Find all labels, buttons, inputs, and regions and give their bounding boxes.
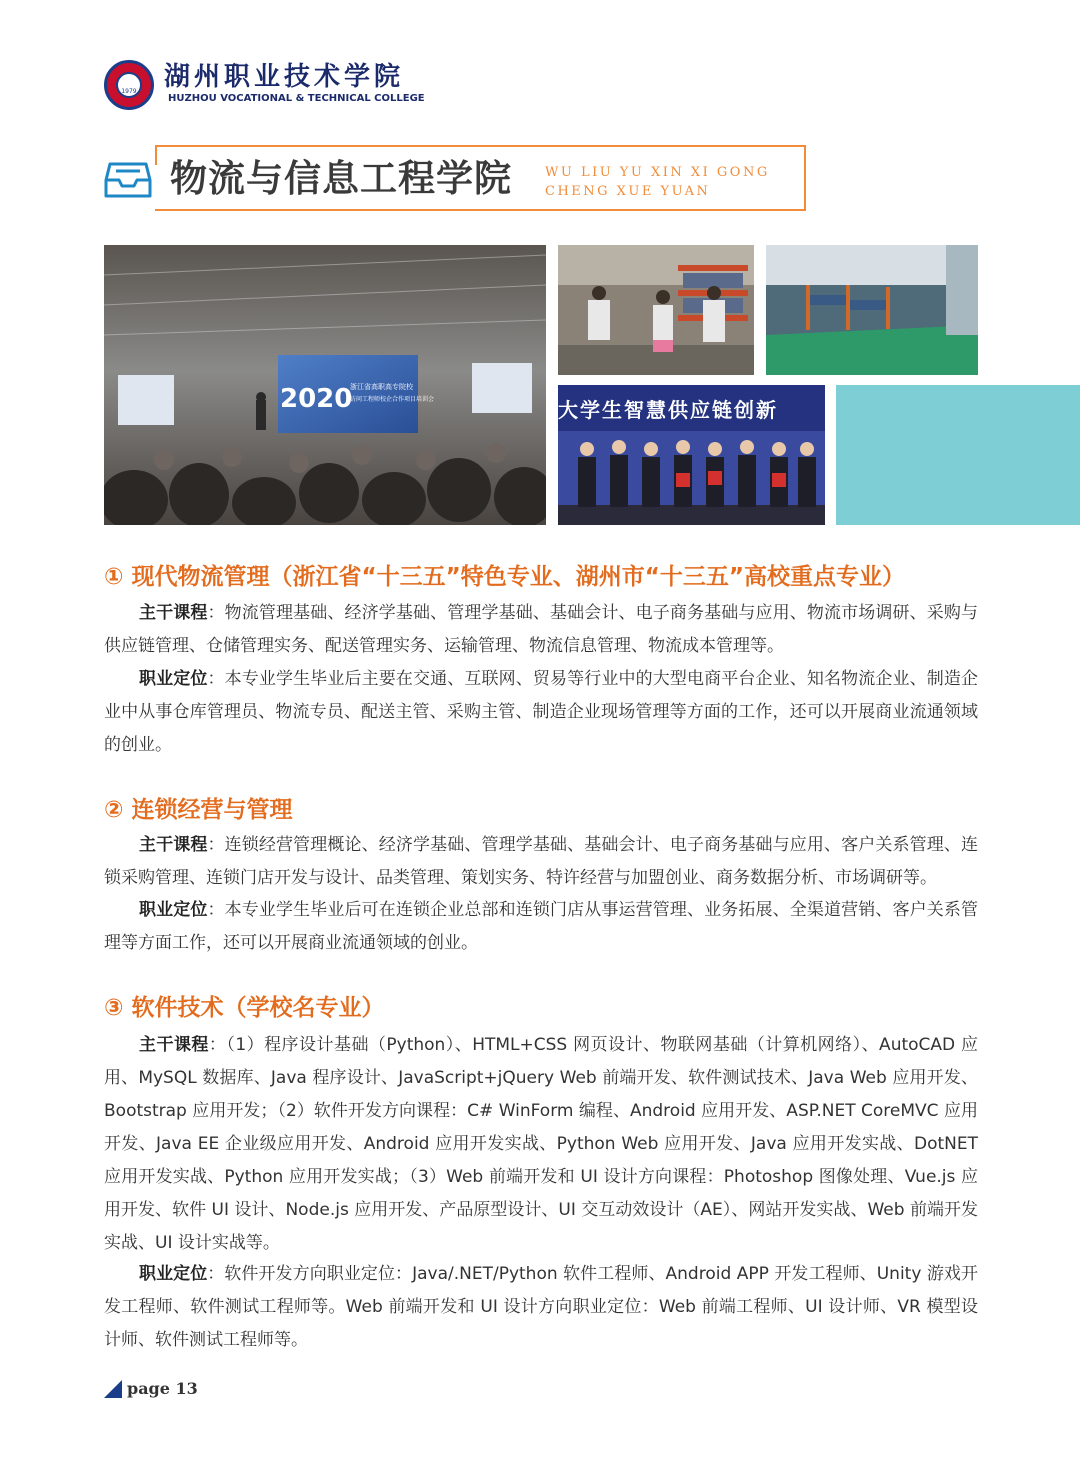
section-header-frame-tick: [155, 145, 157, 165]
section-pinyin-line2: CHENG XUE YUAN: [545, 184, 711, 199]
major-2-courses-label: 主干课程: [139, 835, 208, 855]
major-1-position-label: 职业定位: [139, 669, 208, 689]
college-seal-center: [116, 72, 142, 98]
inbox-tray-icon: [104, 160, 152, 200]
college-seal-logo: [104, 60, 154, 110]
college-seal-year: 1979: [121, 88, 137, 95]
conference-title-line2: 访问工程师校企合作项目培训会: [350, 396, 435, 403]
warehouse-visit-photo: [558, 245, 754, 375]
conference-year-text: 2020: [280, 384, 353, 414]
major-1-courses: [104, 597, 978, 663]
warehouse-interior-photo: [766, 245, 978, 375]
major-3-courses-label: 主干课程: [139, 1035, 209, 1055]
page-number: page 13: [127, 1379, 198, 1398]
major-2-position-text: ：本专业学生毕业后可在连锁企业总部和连锁门店从事运营管理、业务拓展、全渠道营销、客户关系管理等方面工作，还可以开展商业流通领域的创业。: [104, 900, 978, 953]
major-2-courses-text: ：连锁经营管理概论、经济学基础、管理学基础、基础会计、电子商务基础与应用、客户关系管理、连锁采购管理、连锁门店开发与设计、品类管理、策划实务、特许经营与加盟创业、商务数据分析、市场调研等。: [104, 835, 978, 888]
conference-photo: [104, 245, 546, 525]
major-2-heading: ② 连锁经营与管理: [104, 797, 293, 823]
college-name-en: HUZHOU VOCATIONAL & TECHNICAL COLLEGE: [168, 93, 425, 104]
major-3-heading: ③ 软件技术（学校名专业）: [104, 995, 385, 1021]
major-2-courses: [104, 829, 978, 895]
major-1-courses-label: 主干课程: [139, 603, 208, 623]
major-3-courses-text: ：（1）程序设计基础（Python）、HTML+CSS 网页设计、物联网基础（计算机网络）、AutoCAD 应用、MySQL 数据库、Java 程序设计、JavaScript+jQuery Web 前端开发、软件测试技术、Java Web 应用开发、Bootstrap 应用开发；（2）软件开发方向课程：C# WinForm 编程、Android 应用开发、ASP.NET CoreMVC 应用开发、Java EE 企业级应用开发、Android 应用开发实战、Python Web 应用开发、Java 应用开发实战、DotNET 应用开发实战、Python 应用开发实战；（3）Web 前端开发和 UI 设计方向课程：Photoshop 图像处理、Vue.js 应用开发、软件 UI 设计、Node.js 应用开发、产品原型设计、UI 交互动效设计（AE）、网站开发实战、Web 前端开发实战、UI 设计实战等。: [104, 1035, 978, 1253]
page-corner-triangle-icon: [104, 1380, 122, 1398]
major-2-position: [104, 894, 978, 960]
conference-title-line1: 浙江省高职高专院校: [350, 383, 413, 391]
major-3-courses: [104, 1029, 978, 1260]
decorative-teal-block: [836, 385, 1080, 525]
contest-banner-text: 大学生智慧供应链创新: [558, 398, 778, 422]
major-2-position-label: 职业定位: [139, 900, 208, 920]
major-3-position: [104, 1258, 978, 1357]
section-title: 物流与信息工程学院: [170, 157, 512, 200]
college-name-cn: 湖州职业技术学院: [164, 62, 405, 92]
major-1-position: [104, 663, 978, 762]
section-pinyin-line1: WU LIU YU XIN XI GONG: [545, 165, 770, 180]
major-1-position-text: ：本专业学生毕业后主要在交通、互联网、贸易等行业中的大型电商平台企业、知名物流企业、制造企业中从事仓库管理员、物流专员、配送主管、采购主管、制造企业现场管理等方面的工作，还可以开展商业流通领域的创业。: [104, 669, 978, 755]
section-pinyin: [545, 163, 770, 201]
major-3-position-text: ：软件开发方向职业定位：Java/.NET/Python 软件工程师、Android APP 开发工程师、Unity 游戏开发工程师、软件测试工程师等。Web 前端开发和 UI 设计方向职业定位：Web 前端工程师、UI 设计师、VR 模型设计师、软件测试工程师等。: [104, 1264, 978, 1350]
major-1-courses-text: ：物流管理基础、经济学基础、管理学基础、基础会计、电子商务基础与应用、物流市场调研、采购与供应链管理、仓储管理实务、配送管理实务、运输管理、物流信息管理、物流成本管理等。: [104, 603, 978, 656]
supply-chain-contest-photo: [558, 385, 825, 525]
major-1-heading: ① 现代物流管理（浙江省“十三五”特色专业、湖州市“十三五”高校重点专业）: [104, 564, 905, 590]
major-3-position-label: 职业定位: [139, 1264, 208, 1284]
